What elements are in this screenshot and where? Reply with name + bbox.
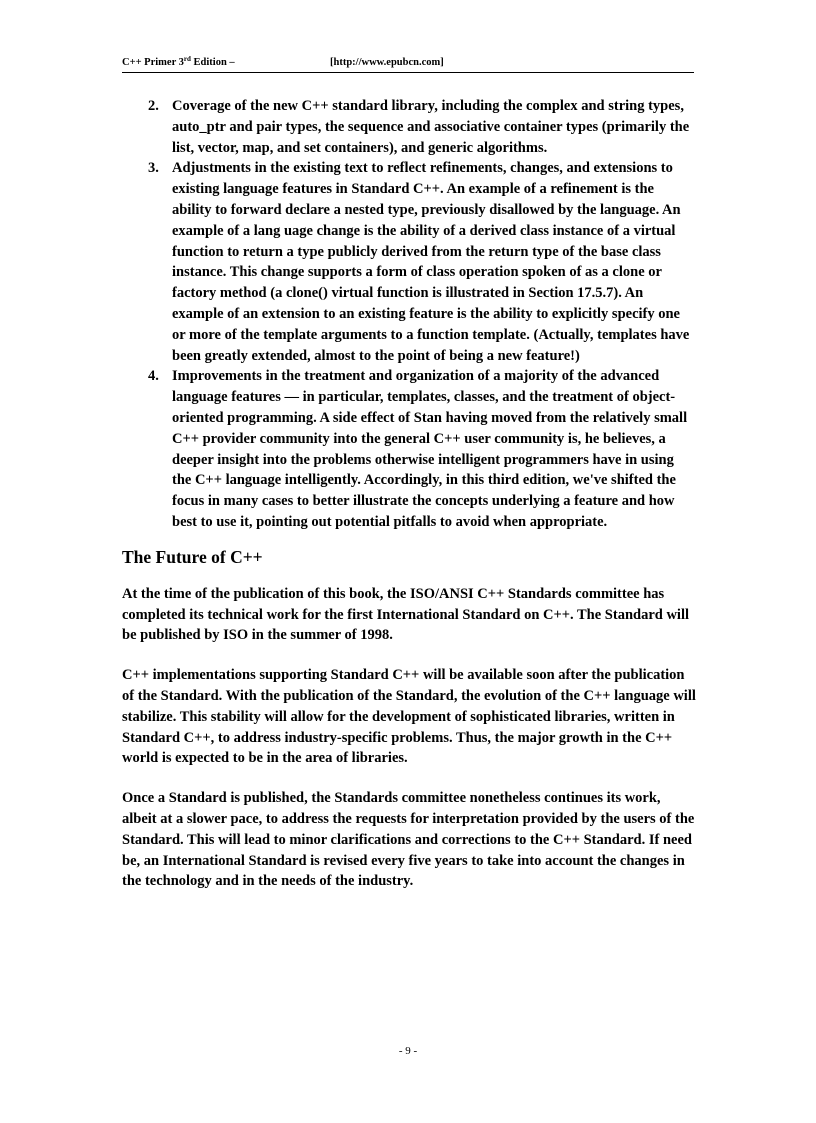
page-content xyxy=(122,96,696,892)
section-heading: The Future of C++ xyxy=(122,546,263,567)
list-item xyxy=(122,158,696,366)
list-item-number: 2. xyxy=(148,98,159,114)
list-item xyxy=(122,96,696,158)
numbered-list xyxy=(122,96,696,533)
page-header xyxy=(122,52,694,73)
list-item-text: Improvements in the treatment and organization of a majority of the advanced language features — in particular, templates, classes, and the treatment of object-oriented programming. A side effect of Stan having moved from the relatively small C++ provider community into the general C++ user community is, he believes, a deeper insight into the problems otherwise intelligent programmers have in using the C++ language intelligently. Accordingly, in this third edition, we've shifted the focus in many cases to better illustrate the concepts underlying a feature and how best to use it, pointing out potential pitfalls to avoid when appropriate. xyxy=(172,368,688,530)
page-number: - 9 - xyxy=(398,1045,418,1057)
header-book-title xyxy=(122,57,235,68)
paragraph: Once a Standard is published, the Standards committee nonetheless continues its work, albeit at a slower pace, to address the requests for interpretation provided by the users of the Standard. This will lead to minor clarifications and corrections to the C++ Standard. If need be, an International Standard is revised every five years to take into account the changes in the technology and in the needs of the industry. xyxy=(122,790,695,890)
paragraph: At the time of the publication of this book, the ISO/ANSI C++ Standards committee has completed its technical work for the first International Standard on C++. The Standard will be published by ISO in the summer of 1998. xyxy=(122,585,690,644)
header-url: [http://www.epubcn.com] xyxy=(330,57,444,68)
header-book-title-post: Edition – xyxy=(190,57,235,68)
header-book-title-pre: C++ Primer 3 xyxy=(122,57,184,68)
paragraph: C++ implementations supporting Standard C++ will be available soon after the publication of the Standard. With the publication of the Standard, the evolution of the C++ language will stabilize. This stability will allow for the development of sophisticated libraries, written in Standard C++, to address industry-specific problems. Thus, the major growth in the C++ world is expected to be in the area of libraries. xyxy=(122,667,696,767)
header-book-title-sup: rd xyxy=(183,55,191,63)
list-item-text: Adjustments in the existing text to reflect refinements, changes, and extensions to existing language features in Standard C++. An example of a refinement is the ability to forward declare a nested type, previously disallowed by the language. An example of a lang uage change is the ability of a derived class instance of a virtual function to return a type publicly derived from the return type of the base class instance. This change supports a form of class operation spoken of as a clone or factory method (a clone() virtual function is illustrated in Section 17.5.7). An example of an extension to an existing feature is the ability to explicitly specify one or more of the template arguments to a function template. (Actually, templates have been greatly extended, almost to the point of being a new feature!) xyxy=(172,160,690,364)
list-item-text: Coverage of the new C++ standard library, including the complex and string types, auto_ptr and pair types, the sequence and associative container types (primarily the list, vector, map, and set containers), and generic algorithms. xyxy=(172,98,690,156)
list-item-number: 4. xyxy=(148,368,159,385)
list-item xyxy=(122,366,696,532)
list-item-number: 3. xyxy=(148,160,159,177)
